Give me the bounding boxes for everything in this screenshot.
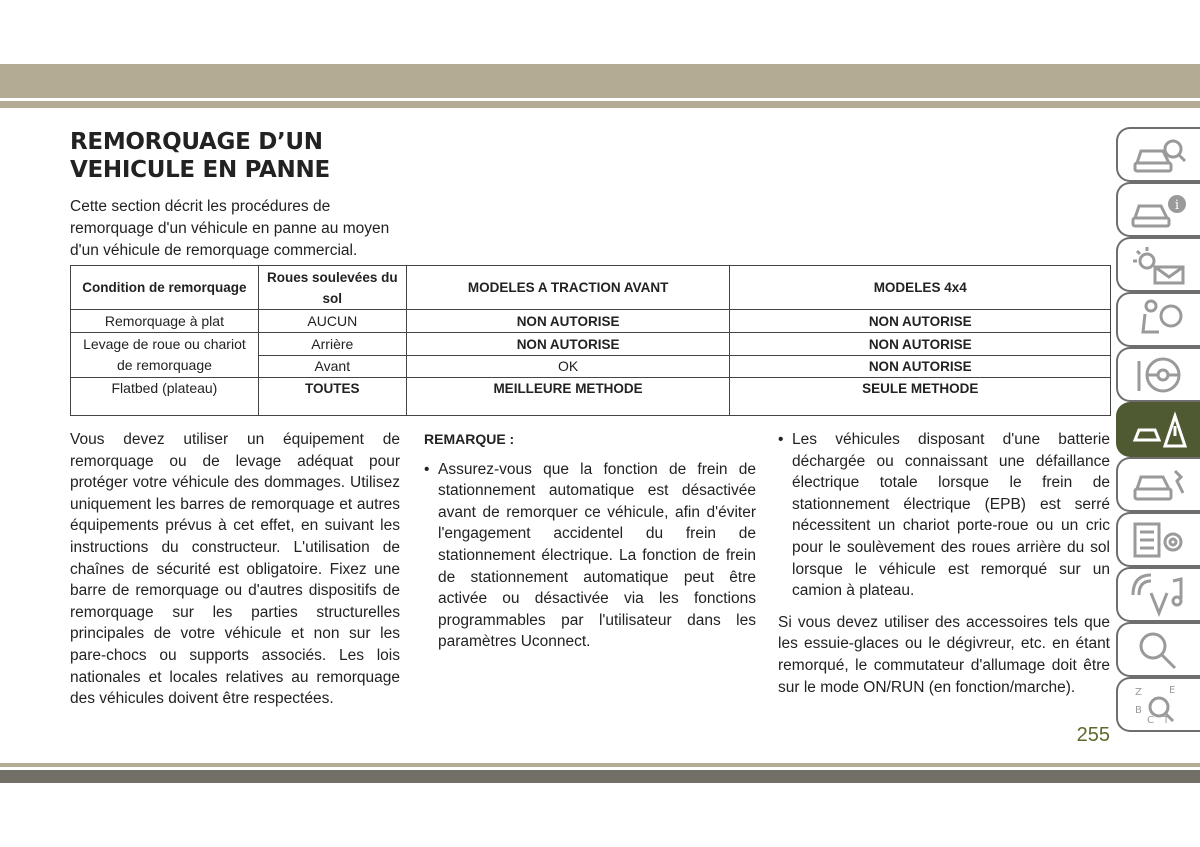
emergency-hazard-icon[interactable] (1116, 402, 1200, 457)
table-cell: NON AUTORISE (730, 356, 1111, 378)
steering-wheel-icon[interactable] (1116, 347, 1200, 402)
svg-text:i: i (1174, 197, 1180, 213)
accessories-paragraph: Si vous devez utiliser des accessoires tels que les essuie-glaces ou le dégivreur, etc. en étant remorqué, le commutateur d'allumage doit être sur le mode ON/RUN (en fonction/marche). (778, 613, 1110, 696)
table-cell: Flatbed (plateau) (71, 378, 259, 416)
car-info-icon[interactable] (1116, 182, 1200, 237)
airbag-icon[interactable] (1116, 292, 1200, 347)
index-letter: B (1135, 704, 1142, 716)
page-title: REMORQUAGE D’UN VEHICULE EN PANNE (70, 129, 330, 183)
search-index-icon[interactable] (1116, 622, 1200, 677)
car-service-icon[interactable] (1116, 457, 1200, 512)
table-cell: NON AUTORISE (730, 310, 1111, 333)
bullet-marker: • (778, 431, 784, 448)
header-4x4: MODELES 4x4 (730, 266, 1111, 310)
table-cell: Avant (258, 356, 406, 378)
table-cell: Levage de roue ou chariot de remorquage (71, 333, 259, 378)
specifications-gear-icon[interactable] (1116, 512, 1200, 567)
index-letter: Z (1135, 686, 1142, 698)
table-cell: NON AUTORISE (406, 310, 730, 333)
bullet-text: Les véhicules disposant d'une batterie déchargée ou connaissant une défaillance électrique totale lorsque le frein de stationnement électrique (EPB) est serré nécessitent un chariot porte-roue ou un cric pour le soulèvement des roues arrière du sol lorsque le véhicule est remorqué sur un camion à plateau. (792, 431, 1110, 600)
alphabet-index-icon[interactable] (1116, 677, 1200, 732)
dashboard-lights-icon[interactable] (1116, 237, 1200, 292)
intro-paragraph: Cette section décrit les procédures de remorquage d'un véhicule en panne au moyen d'un véhicule de remorquage commercial. (70, 198, 390, 259)
table-cell: TOUTES (258, 378, 406, 416)
header-wheels: Roues soulevées du sol (258, 266, 406, 310)
page-number: 255 (1076, 724, 1110, 746)
bullet-item (424, 459, 756, 653)
car-search-icon[interactable] (1116, 127, 1200, 182)
towing-table (70, 265, 1111, 416)
bottom-rule (0, 763, 1200, 767)
bottom-band (0, 770, 1200, 783)
multimedia-icon[interactable] (1116, 567, 1200, 622)
table-cell: NON AUTORISE (730, 333, 1111, 356)
body-paragraph: Vous devez utiliser un équipement de remorquage ou de levage adéquat pour protéger votre véhicule des dommages. Utilisez uniquement les barres de remorquage et autres équipements prévus à cet effet, en suivant les instructions du constructeur. L'utilisation de chaînes de sécurité est obligatoire. Fixez une barre de remorquage ou d'autres dispositifs de remorquage sur les parties structurelles principales de votre véhicule et non sur les pare-chocs ou supports associés. Les lois nationales et locales relatives au remorquage des véhicules doivent être respectées. (70, 431, 400, 708)
table-cell: AUCUN (258, 310, 406, 333)
table-cell: OK (406, 356, 730, 378)
bullet-marker: • (424, 460, 430, 478)
remark-column (424, 429, 756, 653)
remark-label: REMARQUE : (424, 431, 515, 447)
table-cell: Arrière (258, 333, 406, 356)
top-band (0, 64, 1200, 98)
table-cell: Remorquage à plat (71, 310, 259, 333)
index-letter: C (1147, 714, 1154, 726)
table-cell: NON AUTORISE (406, 333, 730, 356)
bullet-item (778, 429, 1110, 602)
table-cell: SEULE METHODE (730, 378, 1111, 416)
top-band-line (0, 101, 1200, 108)
right-column (778, 429, 1110, 698)
index-letter: E (1169, 684, 1176, 696)
index-letter: T (1163, 714, 1170, 726)
header-fwd: MODELES A TRACTION AVANT (406, 266, 730, 310)
bullet-text: Assurez-vous que la fonction de frein de stationnement automatique est désactivée avant de remorquer ce véhicule, afin d'éviter l'engagement accidentel du frein de stationnement électrique. La fonction de frein de stationnement automatique peut être activée ou désactivée via les fonctions programmables par l'utilisateur dans les paramètres Uconnect. (438, 460, 756, 651)
table-cell: MEILLEURE METHODE (406, 378, 730, 416)
header-condition: Condition de remorquage (71, 266, 259, 310)
